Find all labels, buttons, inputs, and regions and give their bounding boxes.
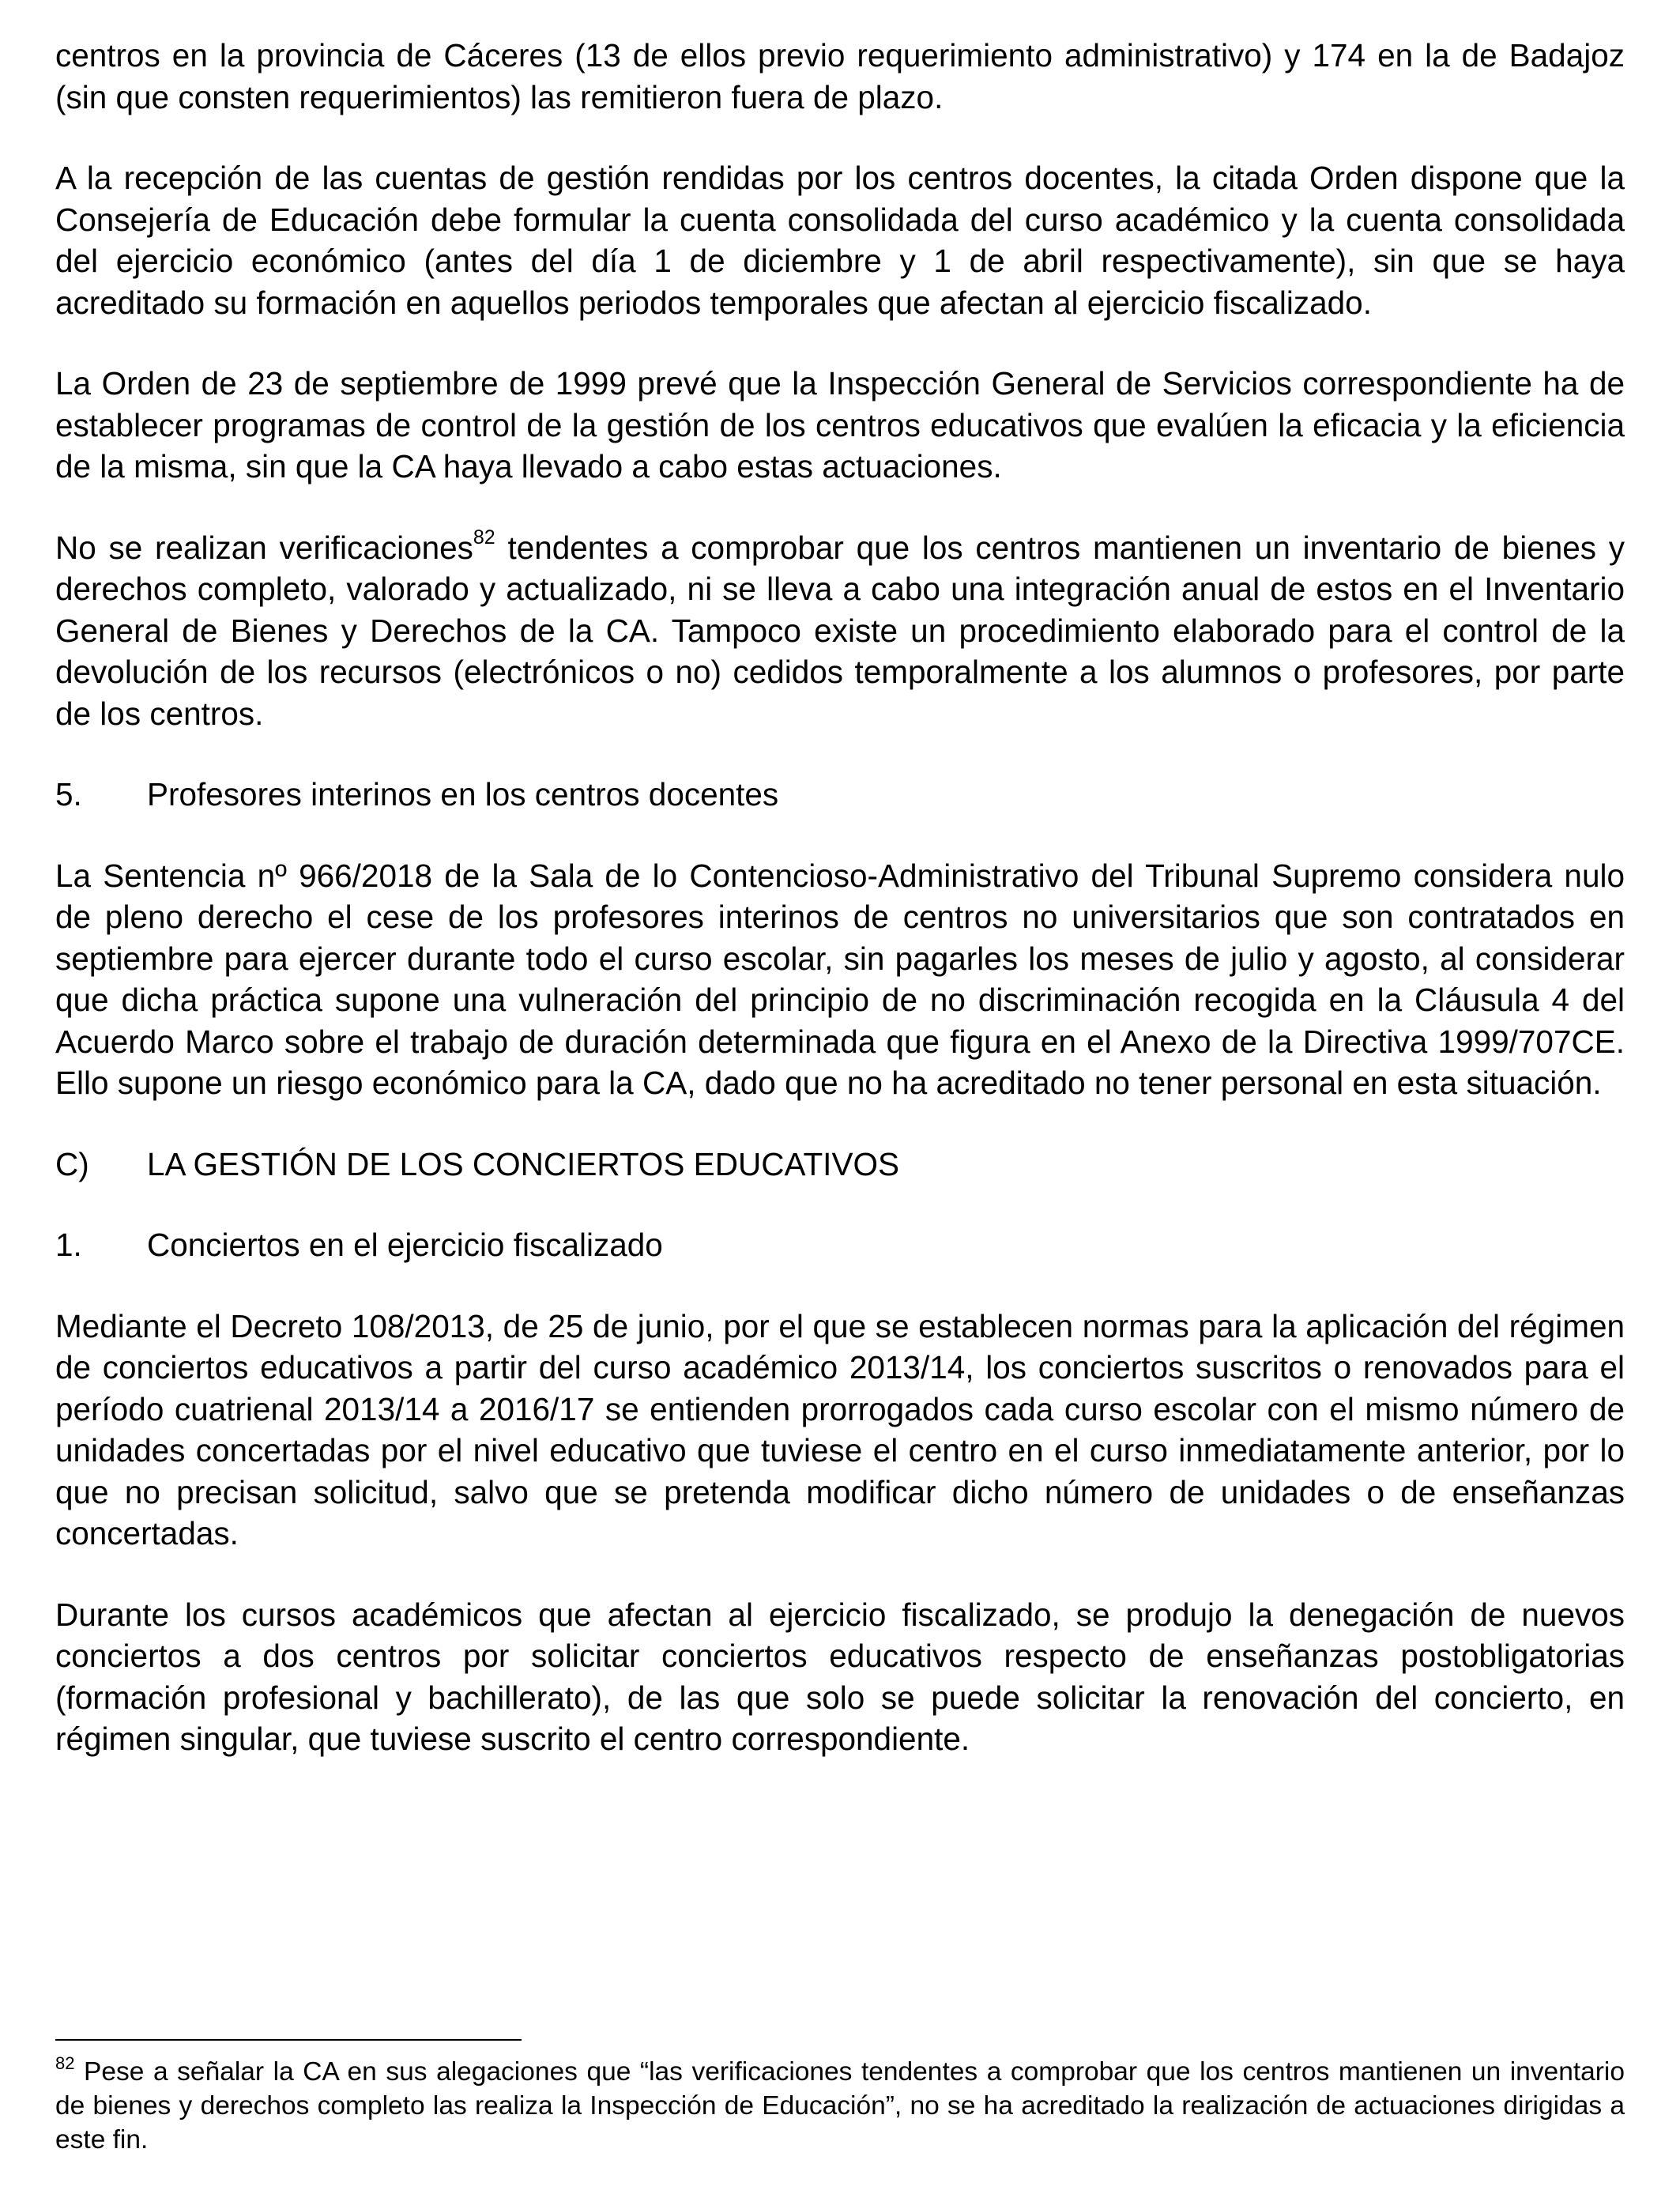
paragraph-cuenta-consolidada: A la recepción de las cuentas de gestión rendidas por los centros docentes, la citada Orden dispone que la Consejería de Educación debe formular la cuenta consolidada del curso académico y la cuenta consolidada del ejercicio económico (antes del día 1 de diciembre y 1 de abril respectivamente), sin que se haya acreditado su formación en aquellos periodos temporales que afectan al ejercicio fiscalizado. (55, 160, 1625, 321)
footnote-text: Pese a señalar la CA en sus alegaciones que “las verificaciones tendentes a comprobar que los centros mantienen un inventario de bienes y derechos completo las realiza la Inspección de Educación”, no se ha acreditado la realización de actuaciones dirigidas a este fin. (55, 2057, 1625, 2154)
section-title: Profesores interinos en los centros docentes (147, 776, 779, 812)
section-number: 5. (55, 776, 82, 812)
paragraph-verificaciones-inventario (55, 527, 1625, 735)
document-body (55, 35, 1625, 1800)
section-title: LA GESTIÓN DE LOS CONCIERTOS EDUCATIVOS (147, 1145, 899, 1182)
footnote-reference: 82 (473, 526, 495, 548)
section-heading-conciertos-ejercicio (55, 1224, 1625, 1266)
section-title: Conciertos en el ejercicio fiscalizado (147, 1227, 663, 1263)
section-heading-profesores-interinos (55, 774, 1625, 816)
section-number: C) (55, 1145, 89, 1182)
paragraph-denegacion-conciertos: Durante los cursos académicos que afectan al ejercicio fiscalizado, se produjo la denegación de nuevos conciertos a dos centros por solicitar conciertos educativos respecto de enseñanzas postobligatorias (formación profesional y bachillerato), de las que solo se puede solicitar la renovación del concierto, en régimen singular, que tuviese suscrito el centro correspondiente. (55, 1596, 1625, 1757)
paragraph-text-end: tendentes a comprobar que los centros mantienen un inventario de bienes y derechos completo, valorado y actualizado, ni se lleva a cabo una integración anual de estos en el Inventario General de Bienes y Derechos de la CA. Tampoco existe un procedimiento elaborado para el control de la devolución de los recursos (electrónicos o no) cedidos temporalmente a los alumnos o profesores, por parte de los centros. (55, 529, 1625, 732)
footnote (55, 2055, 1625, 2157)
paragraph-inspeccion-servicios: La Orden de 23 de septiembre de 1999 prevé que la Inspección General de Servicios correspondiente ha de establecer programas de control de la gestión de los centros educativos que evalúen la eficacia y la eficiencia de la misma, sin que la CA haya llevado a cabo estas actuaciones. (55, 365, 1625, 484)
paragraph-text-start: No se realizan verificaciones (55, 529, 473, 566)
section-number: 1. (55, 1227, 82, 1263)
footnote-number: 82 (55, 2053, 75, 2073)
footnote-separator (55, 2039, 522, 2041)
paragraph-sentencia: La Sentencia nº 966/2018 de la Sala de lo Contencioso-Administrativo del Tribunal Supremo considera nulo de pleno derecho el cese de los profesores interinos de centros no universitarios que son contratados en septiembre para ejercer durante todo el curso escolar, sin pagarles los meses de julio y agosto, al considerar que dicha práctica supone una vulneración del principio de no discriminación recogida en la Cláusula 4 del Acuerdo Marco sobre el trabajo de duración determinada que figura en el Anexo de la Directiva 1999/707CE. Ello supone un riesgo económico para la CA, dado que no ha acreditado no tener personal en esta situación. (55, 857, 1625, 1101)
paragraph-plazo-remision: centros en la provincia de Cáceres (13 de ellos previo requerimiento administrativo) y 174 en la de Badajoz (sin que consten requerimientos) las remitieron fuera de plazo. (55, 37, 1625, 115)
paragraph-decreto: Mediante el Decreto 108/2013, de 25 de junio, por el que se establecen normas para la aplicación del régimen de conciertos educativos a partir del curso académico 2013/14, los conciertos suscritos o renovados para el período cuatrienal 2013/14 a 2016/17 se entienden prorrogados cada curso escolar con el mismo número de unidades concertadas por el nivel educativo que tuviese el centro en el curso inmediatamente anterior, por lo que no precisan solicitud, salvo que se pretenda modificar dicho número de unidades o de enseñanzas concertadas. (55, 1307, 1625, 1551)
section-heading-conciertos-educativos (55, 1144, 1625, 1186)
